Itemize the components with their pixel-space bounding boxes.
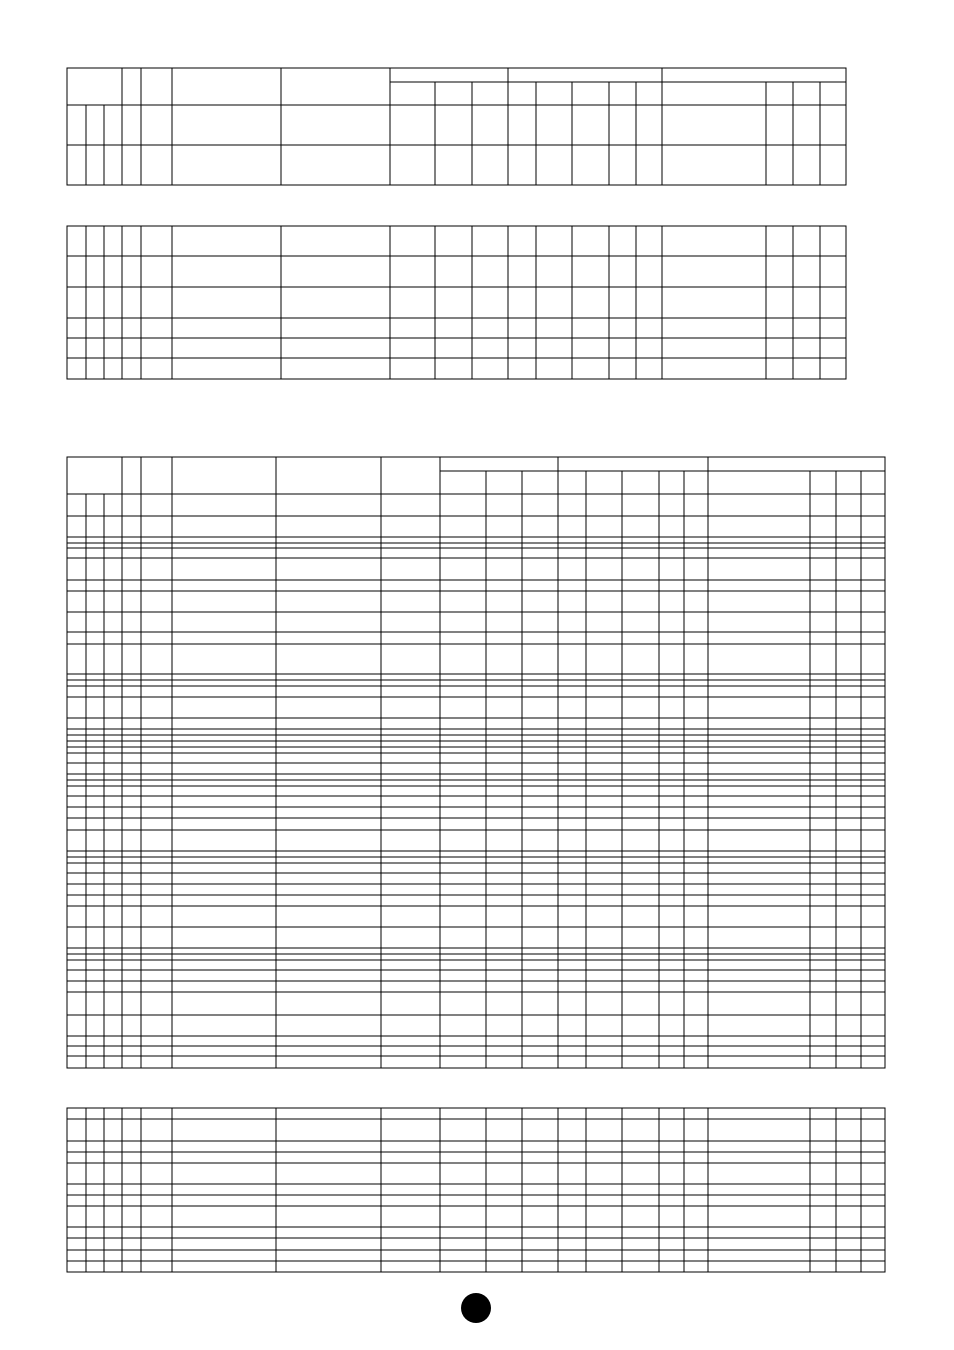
page-number-marker [461, 1293, 491, 1323]
table-border [67, 1108, 885, 1272]
